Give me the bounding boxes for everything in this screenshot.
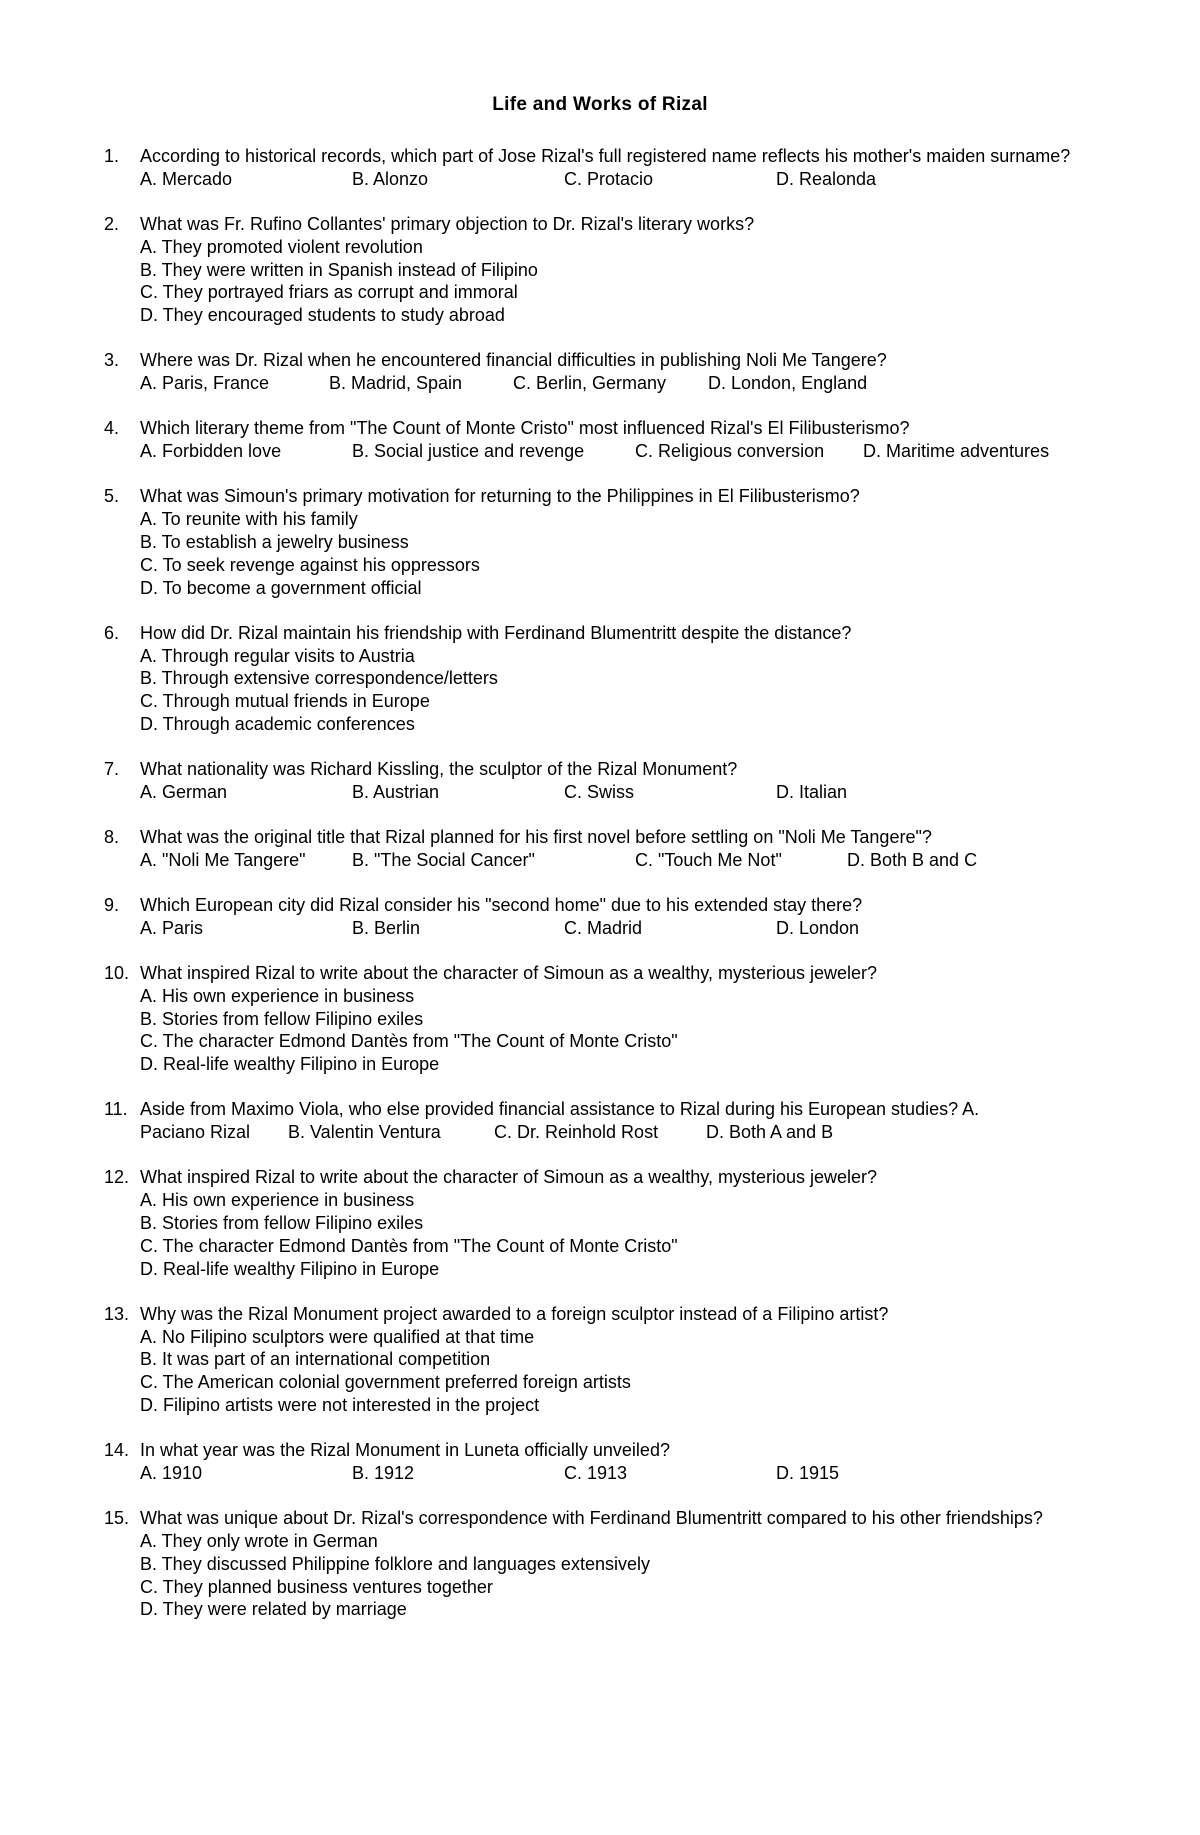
option-c: C. Religious conversion xyxy=(635,441,825,462)
question-item xyxy=(104,758,1144,804)
option-c: C. The American colonial government preferred foreign artists xyxy=(140,1372,631,1393)
question-item xyxy=(104,145,1144,191)
question-text: What was unique about Dr. Rizal's correspondence with Ferdinand Blumentritt compared to his other friendships? xyxy=(140,1508,1043,1529)
option-b: B. Stories from fellow Filipino exiles xyxy=(140,1008,424,1029)
question-number: 14. xyxy=(104,1440,130,1461)
option-d: D. Real-life wealthy Filipino in Europe xyxy=(140,1258,440,1279)
option-b: B. Alonzo xyxy=(352,168,429,189)
option-d: D. Realonda xyxy=(776,168,877,189)
option-b: B. To establish a jewelry business xyxy=(140,531,409,552)
options-row xyxy=(140,917,1144,940)
options-row xyxy=(140,1121,1144,1144)
option-b: B. 1912 xyxy=(352,1462,415,1483)
question-number: 15. xyxy=(104,1508,130,1529)
question-text: What was the original title that Rizal planned for his first novel before settling on "Noli Me Tangere"? xyxy=(140,827,932,848)
option-a: A. They only wrote in German xyxy=(140,1530,378,1551)
option-b: B. Berlin xyxy=(352,917,421,938)
option-d: D. London xyxy=(776,917,860,938)
question-item xyxy=(104,622,1144,736)
option-a: A. His own experience in business xyxy=(140,985,415,1006)
option-c: C. 1913 xyxy=(564,1462,628,1483)
option-a: A. Through regular visits to Austria xyxy=(140,645,415,666)
option-c: C. Dr. Reinhold Rost xyxy=(494,1122,659,1143)
question-number: 2. xyxy=(104,213,120,234)
option-a: A. "Noli Me Tangere" xyxy=(140,849,306,870)
option-a: A. Paris xyxy=(140,917,204,938)
option-a: A. Forbidden love xyxy=(140,441,282,462)
option-b: B. Valentin Ventura xyxy=(288,1122,441,1143)
question-item xyxy=(104,417,1144,463)
question-text: How did Dr. Rizal maintain his friendship with Ferdinand Blumentritt despite the distance? xyxy=(140,622,852,643)
question-number: 7. xyxy=(104,759,120,780)
option-b: B. They were written in Spanish instead of Filipino xyxy=(140,259,538,280)
option-d: D. To become a government official xyxy=(140,577,422,598)
question-item xyxy=(104,894,1144,940)
question-number: 9. xyxy=(104,895,120,916)
question-number: 12. xyxy=(104,1167,130,1188)
option-c: C. They planned business ventures together xyxy=(140,1576,493,1597)
options-row xyxy=(140,849,1144,872)
option-a: A. Mercado xyxy=(140,168,233,189)
option-c: C. They portrayed friars as corrupt and immoral xyxy=(140,282,518,303)
option-d: D. Both A and B xyxy=(706,1122,834,1143)
question-number: 5. xyxy=(104,486,120,507)
option-d: D. Both B and C xyxy=(847,849,978,870)
option-a: A. They promoted violent revolution xyxy=(140,236,423,257)
option-c: C. To seek revenge against his oppressors xyxy=(140,554,480,575)
option-c: C. "Touch Me Not" xyxy=(635,849,782,870)
question-number: 3. xyxy=(104,350,120,371)
option-d: D. Maritime adventures xyxy=(863,441,1050,462)
question-item xyxy=(104,485,1144,599)
option-d: D. Real-life wealthy Filipino in Europe xyxy=(140,1054,440,1075)
options-row xyxy=(140,168,1144,191)
question-item xyxy=(104,1166,1144,1280)
question-number: 13. xyxy=(104,1303,130,1324)
option-d: D. 1915 xyxy=(776,1462,840,1483)
option-c: C. The character Edmond Dantès from "The Count of Monte Cristo" xyxy=(140,1235,678,1256)
question-number: 8. xyxy=(104,827,120,848)
question-item xyxy=(104,1303,1144,1417)
option-b: B. Through extensive correspondence/letters xyxy=(140,668,498,689)
options-row xyxy=(140,781,1144,804)
option-c: C. Protacio xyxy=(564,168,654,189)
question-text: What nationality was Richard Kissling, the sculptor of the Rizal Monument? xyxy=(140,759,738,780)
question-text: What inspired Rizal to write about the character of Simoun as a wealthy, mysterious jeweler? xyxy=(140,1167,877,1188)
option-c: C. Through mutual friends in Europe xyxy=(140,691,430,712)
option-b: B. "The Social Cancer" xyxy=(352,849,535,870)
question-text: In what year was the Rizal Monument in Luneta officially unveiled? xyxy=(140,1440,670,1461)
option-d: D. Through academic conferences xyxy=(140,713,415,734)
question-text: Where was Dr. Rizal when he encountered financial difficulties in publishing Noli Me Tangere? xyxy=(140,350,887,371)
question-list xyxy=(104,145,1144,1644)
question-number: 11. xyxy=(104,1099,128,1120)
question-text: What inspired Rizal to write about the character of Simoun as a wealthy, mysterious jeweler? xyxy=(140,963,877,984)
option-c: C. Swiss xyxy=(564,781,635,802)
question-text: Why was the Rizal Monument project awarded to a foreign sculptor instead of a Filipino artist? xyxy=(140,1303,889,1324)
option-b: B. It was part of an international competition xyxy=(140,1349,491,1370)
question-item xyxy=(104,826,1144,872)
question-text: Aside from Maximo Viola, who else provided financial assistance to Rizal during his European studies? A. xyxy=(140,1099,980,1120)
question-item xyxy=(104,1098,1144,1144)
question-item xyxy=(104,349,1144,395)
question-number: 1. xyxy=(104,146,120,166)
option-b: B. They discussed Philippine folklore and languages extensively xyxy=(140,1553,650,1574)
question-text: What was Simoun's primary motivation for returning to the Philippines in El Filibusterismo? xyxy=(140,486,860,507)
option-a: A. To reunite with his family xyxy=(140,509,358,530)
question-text: What was Fr. Rufino Collantes' primary objection to Dr. Rizal's literary works? xyxy=(140,213,755,234)
question-text: Which European city did Rizal consider his "second home" due to his extended stay there? xyxy=(140,895,863,916)
option-a: A. Paris, France xyxy=(140,373,270,394)
question-text: According to historical records, which part of Jose Rizal's full registered name reflects his mother's maiden surname? xyxy=(140,146,1071,166)
options-row xyxy=(140,1462,1144,1485)
option-a: Paciano Rizal xyxy=(140,1122,251,1143)
option-d: D. They were related by marriage xyxy=(140,1599,407,1620)
question-number: 4. xyxy=(104,418,120,439)
option-b: B. Stories from fellow Filipino exiles xyxy=(140,1212,424,1233)
question-number: 6. xyxy=(104,622,120,643)
option-c: C. Madrid xyxy=(564,917,643,938)
option-a: A. His own experience in business xyxy=(140,1190,415,1211)
question-item xyxy=(104,962,1144,1076)
question-item xyxy=(104,213,1144,327)
option-d: D. Italian xyxy=(776,781,848,802)
question-text: Which literary theme from "The Count of Monte Cristo" most influenced Rizal's El Filibusterismo? xyxy=(140,418,910,439)
option-d: D. Filipino artists were not interested in the project xyxy=(140,1394,540,1415)
option-d: D. They encouraged students to study abroad xyxy=(140,305,505,326)
question-item xyxy=(104,1439,1144,1485)
question-item xyxy=(104,1507,1144,1621)
option-c: C. The character Edmond Dantès from "The Count of Monte Cristo" xyxy=(140,1031,678,1052)
question-number: 10. xyxy=(104,963,130,984)
option-b: B. Madrid, Spain xyxy=(329,373,463,394)
option-b: B. Austrian xyxy=(352,781,440,802)
option-c: C. Berlin, Germany xyxy=(513,373,667,394)
page-title: Life and Works of Rizal xyxy=(492,94,708,115)
option-a: A. No Filipino sculptors were qualified at that time xyxy=(140,1326,535,1347)
option-b: B. Social justice and revenge xyxy=(352,441,585,462)
options-row xyxy=(140,372,1144,395)
option-d: D. London, England xyxy=(708,373,868,394)
option-a: A. 1910 xyxy=(140,1462,203,1483)
options-row xyxy=(140,440,1144,463)
option-a: A. German xyxy=(140,781,228,802)
